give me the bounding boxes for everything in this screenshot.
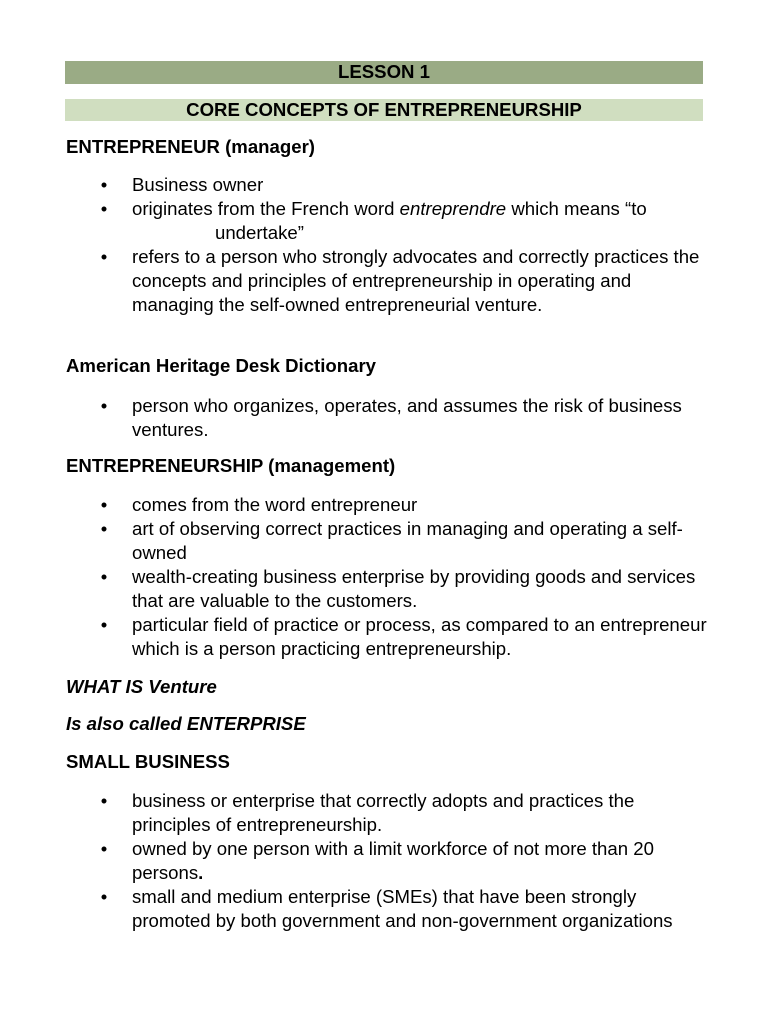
bullet: • xyxy=(100,174,108,195)
item-text: art of observing correct practices in managing and operating a self-owned xyxy=(132,518,683,563)
bullet: • xyxy=(100,566,108,587)
list-item xyxy=(0,517,768,565)
bullet: • xyxy=(100,790,108,811)
bullet: • xyxy=(100,494,108,515)
small-business-list xyxy=(0,789,768,933)
enterprise-heading: Is also called ENTERPRISE xyxy=(66,713,306,734)
list-item xyxy=(0,613,768,661)
list-item xyxy=(0,885,768,933)
french-word: entreprendre xyxy=(399,198,507,219)
bullet: • xyxy=(100,198,108,219)
item-continuation: undertake” xyxy=(215,222,304,243)
dictionary-list xyxy=(0,394,768,442)
entrepreneur-list xyxy=(0,173,768,317)
item-text: refers to a person who strongly advocates and correctly practices the concepts and principles of entrepreneurship in operating and managing the self-owned entrepreneurial venture. xyxy=(132,246,700,315)
bullet: • xyxy=(100,614,108,635)
bullet: • xyxy=(100,886,108,907)
item-text: small and medium enterprise (SMEs) that have been strongly promoted by both government and non-government organizations xyxy=(132,886,673,931)
bullet: • xyxy=(100,518,108,539)
item-text: particular field of practice or process, as compared to an entrepreneur which is a person practicing entrepreneurship. xyxy=(132,614,707,659)
venture-heading: WHAT IS Venture xyxy=(66,676,217,697)
list-item xyxy=(0,493,768,517)
list-item xyxy=(0,789,768,837)
entrepreneurship-heading: ENTREPRENEURSHIP (management) xyxy=(66,455,396,476)
item-text: originates from the French word xyxy=(132,198,400,219)
item-text: owned by one person with a limit workforce of not more than 20 persons xyxy=(132,838,654,883)
lesson-band: LESSON 1 xyxy=(65,61,703,84)
list-item xyxy=(0,394,768,442)
entrepreneurship-list xyxy=(0,493,768,661)
title-band: CORE CONCEPTS OF ENTREPRENEURSHIP xyxy=(65,99,703,121)
list-item xyxy=(0,197,768,245)
small-business-heading: SMALL BUSINESS xyxy=(66,751,230,772)
bold-period: . xyxy=(198,862,204,883)
bullet: • xyxy=(100,246,108,267)
list-item xyxy=(0,837,768,885)
item-text: person who organizes, operates, and assumes the risk of business ventures. xyxy=(132,395,682,440)
item-text: wealth-creating business enterprise by providing goods and services that are valuable to the customers. xyxy=(132,566,696,611)
item-text: business or enterprise that correctly adopts and practices the principles of entrepreneurship. xyxy=(132,790,635,835)
dictionary-heading: American Heritage Desk Dictionary xyxy=(66,355,377,376)
list-item xyxy=(0,173,768,197)
list-item xyxy=(0,565,768,613)
entrepreneur-heading: ENTREPRENEUR (manager) xyxy=(66,136,315,157)
item-text: Business owner xyxy=(132,174,264,195)
item-text: which means “to xyxy=(506,198,647,219)
bullet: • xyxy=(100,395,108,416)
item-text: comes from the word entrepreneur xyxy=(132,494,418,515)
list-item xyxy=(0,245,768,317)
bullet: • xyxy=(100,838,108,859)
